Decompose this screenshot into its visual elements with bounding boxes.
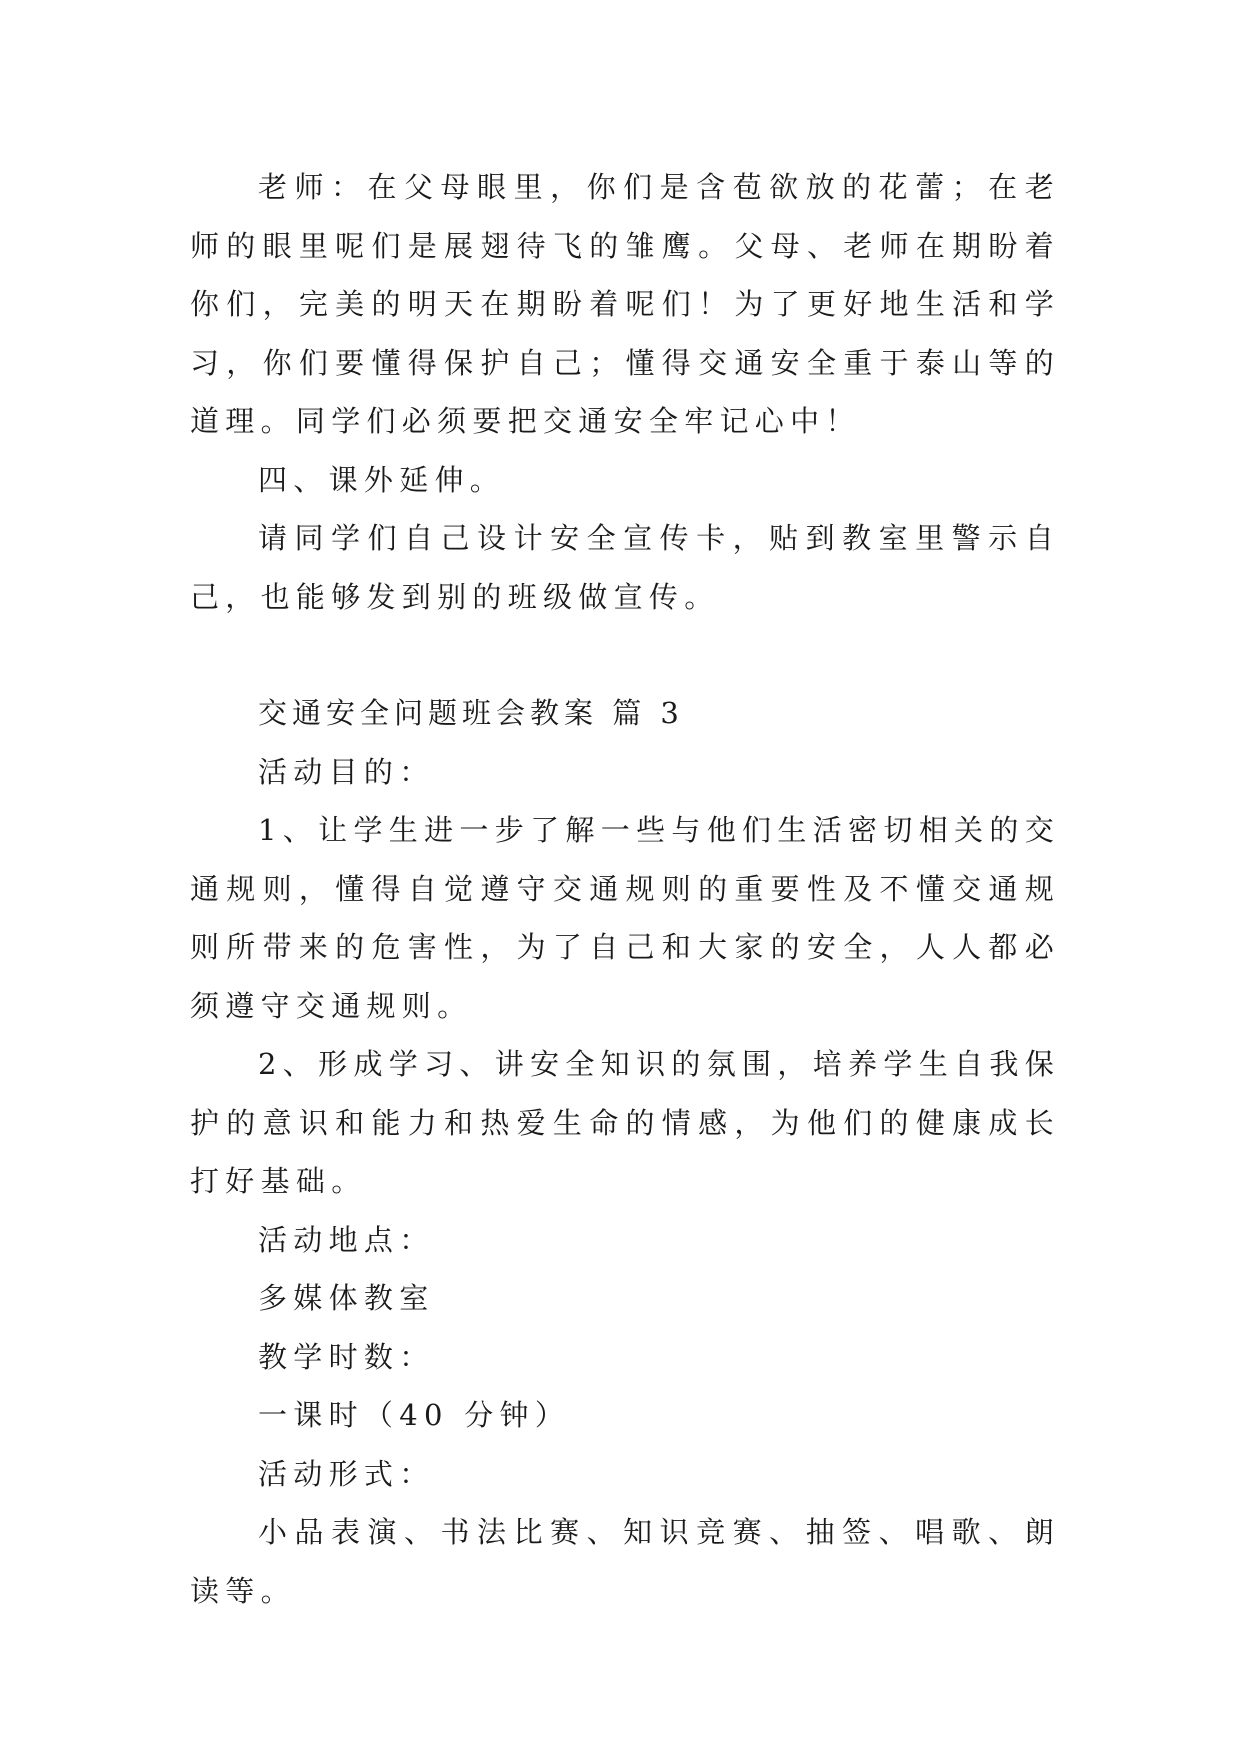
teaching-hours-value: 一课时（40 分钟） xyxy=(258,1398,571,1432)
goal-item-1: 1、让学生进一步了解一些与他们生活密切相关的交通规则，懂得自觉遵守交通规则的重要性及不懂交通规则所带来的危害性，为了自己和大家的安全，人人都必须遵守交通规则。 xyxy=(190,813,1060,1023)
location-value: 多媒体教室 xyxy=(258,1281,435,1315)
teaching-hours-label: 教学时数： xyxy=(258,1339,435,1374)
paragraph-teacher-speech: 老师：在父母眼里，你们是含苞欲放的花蕾；在老师的眼里呢们是展翅待飞的雏鹰。父母、老师在期盼着你们，完美的明天在期盼着呢们！为了更好地生活和学习，你们要懂得保护自己；懂得交通安全重于泰山等的道理。同学们必须要把交通安全牢记心中！ xyxy=(190,170,1060,438)
paragraph-section-four: 四、课外延伸。 xyxy=(258,462,506,497)
document-body xyxy=(190,158,1060,1620)
activity-goal-label: 活动目的： xyxy=(258,754,435,789)
section-title: 交通安全问题班会教案 篇 3 xyxy=(258,696,684,730)
location-label: 活动地点： xyxy=(258,1222,435,1257)
paragraph-extension-task: 请同学们自己设计安全宣传卡，贴到教室里警示自己，也能够发到别的班级做宣传。 xyxy=(190,521,1060,614)
goal-item-2: 2、形成学习、讲安全知识的氛围，培养学生自我保护的意识和能力和热爱生命的情感，为他们的健康成长打好基础。 xyxy=(190,1047,1060,1198)
activity-form-value: 小品表演、书法比赛、知识竞赛、抽签、唱歌、朗读等。 xyxy=(190,1515,1060,1608)
activity-form-label: 活动形式： xyxy=(258,1456,435,1491)
